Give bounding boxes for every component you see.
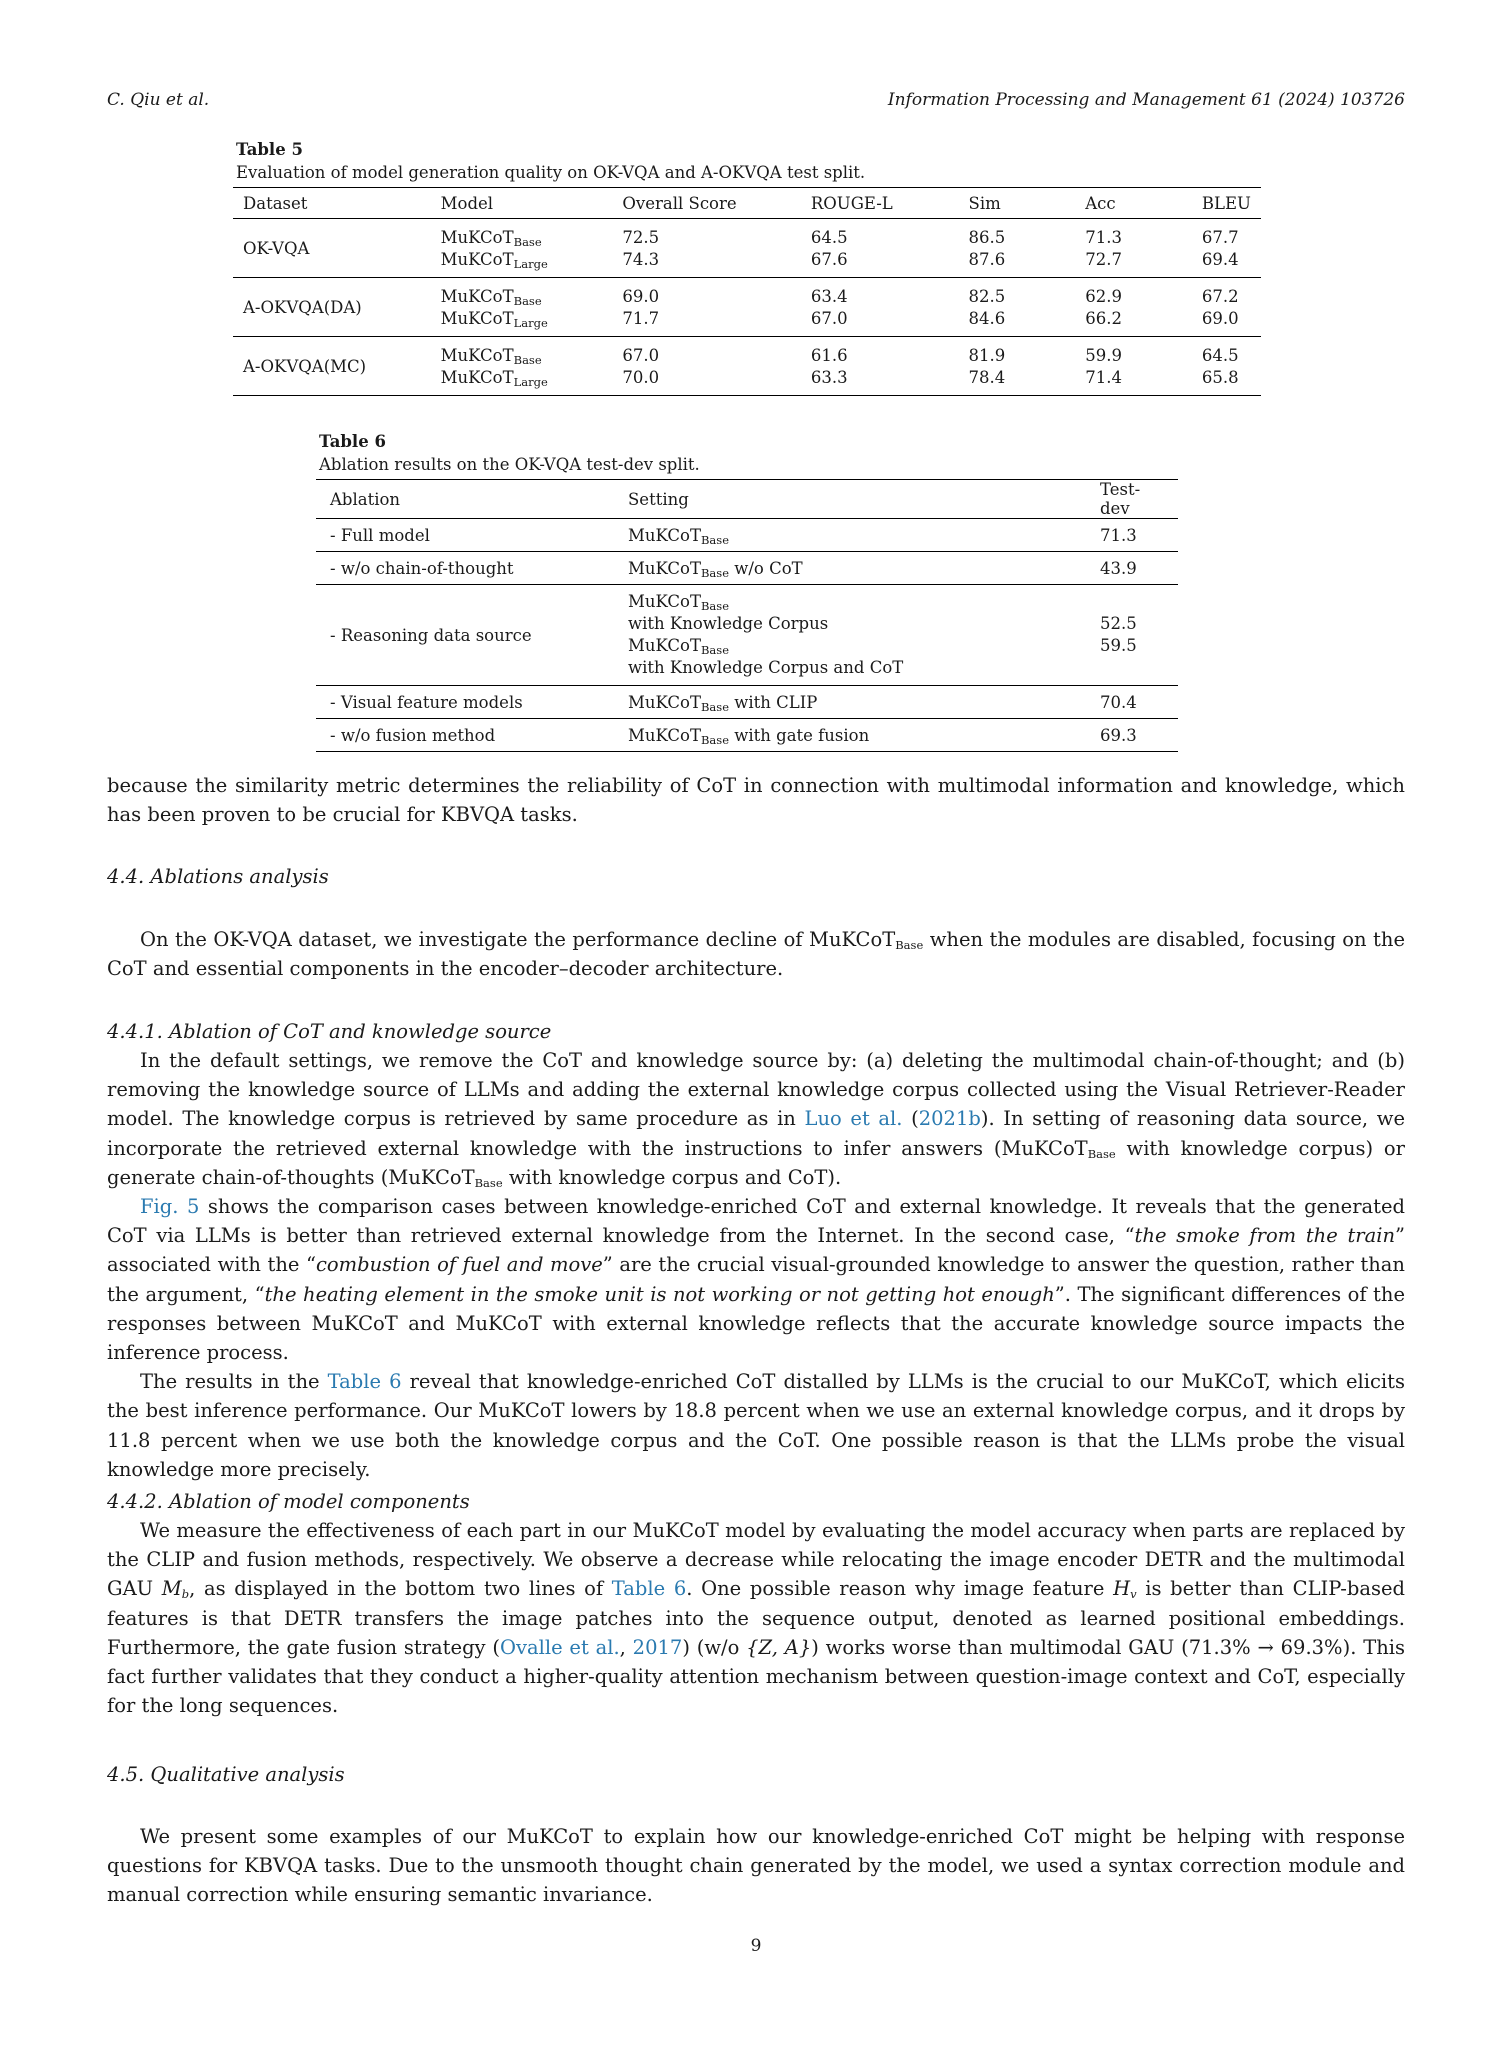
table-5-col-sim: Sim [959,188,1076,219]
table-6-value-cell: 70.4 [1086,686,1178,719]
table-6-label: Table 6 [319,432,386,451]
table-5-value-cell: 81.9 78.4 [959,337,1076,396]
model-name: MuKCoT$_{Base}$ [628,525,729,547]
table-5-label: Table 5 [236,140,303,159]
running-head-authors: C. Qiu et al. [107,90,210,110]
section-4-4-1-body [107,1046,1405,1484]
table-6-value-cell: 69.3 [1086,719,1178,752]
table-5-value-cell: 59.9 71.4 [1075,337,1192,396]
section-4-5-heading: 4.5. Qualitative analysis [107,1763,345,1786]
section-4-4-2-body [107,1516,1405,1720]
table-5-col-dataset: Dataset [233,188,431,219]
table-5-header-row [233,188,1261,219]
section-4-5-body: We present some examples of our MuKCoT to explain how our knowledge-enriched CoT might be helping with response questions for KBVQA tasks. Due to the unsmooth thought chain generated by the model, we used a syntax correction module and manual correction while ensuring semantic invariance. [107,1825,1405,1907]
table-6-col-setting: Setting [614,480,1086,519]
paragraph-intro: because the similarity metric determines the reliability of CoT in connection with multimodal information and knowledge, which has been proven to be crucial for KBVQA tasks. [107,774,1405,827]
table-5-value-cell: 69.0 71.7 [612,278,800,337]
table-row [316,552,1178,585]
table-6-setting-cell: MuKCoT$_{Base}$ with Knowledge Corpus MuKCoT$_{Base}$ with Knowledge Corpus and CoT [614,585,1086,686]
table-6-header-row [316,480,1178,519]
table-5-value-cell: 67.7 69.4 [1201,228,1239,269]
table-6-caption: Ablation results on the OK-VQA test-dev split. [319,455,700,474]
table-5-value-cell: 61.6 63.3 [801,337,959,396]
model-name: MuKCoT$_{Base}$ [440,346,542,367]
table-5-value-cell: 67.0 70.0 [612,337,800,396]
model-name: MuKCoT$_{Base}$ [628,558,729,580]
table-5-col-bleu: BLEU [1192,188,1261,219]
table-5-value-cell: 63.4 67.0 [801,278,959,337]
table-6-link-2[interactable]: Table 6 [611,1577,687,1601]
model-name: MuKCoT$_{Large}$ [440,250,548,271]
table-6-value-cell: 43.9 [1086,552,1178,585]
table-5-model-cell [431,337,613,396]
paragraph-4-4-2: We measure the effectiveness of each part in our MuKCoT model by evaluating the model accuracy when parts are replaced by the CLIP and fusion methods, respectively. We observe a decrease while relocating the image encoder DETR and the multimodal GAU $M_b$, as displayed in the bottom two lines of Table 6. One possible reason why image feature $H_v$ is better than CLIP-based features is that DETR transfers the image patches into the sequence output, denoted as learned positional embeddings. Furthermore, the gate fusion strategy (Ovalle et al., 2017) (w/o {Z, A}) works worse than multimodal GAU (71.3% → 69.3%). This fact further validates that they conduct a higher-quality attention mechanism between question-image context and CoT, especially for the long sequences. [107,1519,1406,1718]
table-row [316,686,1178,719]
table-5-value-cell: 62.9 66.2 [1075,278,1192,337]
table-row [316,585,1178,686]
paragraph-4-4: On the OK-VQA dataset, we investigate the performance decline of MuKCoT$_{Base}$ when the modules are disabled, focusing on the CoT and essential components in the encoder–decoder architecture. [107,928,1405,981]
table-6-col-ablation: Ablation [316,480,614,519]
section-4-4-heading: 4.4. Ablations analysis [107,865,329,888]
table-6-ablation-cell: - w/o fusion method [316,719,614,752]
table-5-value-cell: 72.5 74.3 [622,228,660,269]
model-name: MuKCoT$_{Base}$ [440,228,542,249]
table-6-link[interactable]: Table 6 [327,1370,402,1394]
section-4-4-2-heading: 4.4.2. Ablation of model components [107,1490,470,1513]
table-6-col-testdev: Test-dev [1086,480,1178,519]
table-5-value-cell: 67.2 69.0 [1192,278,1261,337]
table-5-value-cell: 82.5 84.6 [959,278,1076,337]
table-5-col-rouge: ROUGE-L [801,188,959,219]
table-6-block [316,432,1178,752]
model-name: MuKCoT$_{Base}$ [440,287,542,308]
table-5-model-cell [431,219,613,278]
table-6-setting-cell: MuKCoT$_{Base}$ w/o CoT [614,552,1086,585]
table-5-dataset-cell: A-OKVQA(MC) [233,337,431,396]
section-4-4-1-heading: 4.4.1. Ablation of CoT and knowledge source [107,1020,552,1043]
table-6-setting-cell [614,519,1086,552]
page-number: 9 [750,1936,762,1956]
table-row [233,278,1261,337]
table-5-model-cell [431,278,613,337]
table-5 [233,187,1261,396]
table-6-setting-cell: MuKCoT$_{Base}$ with CLIP [614,686,1086,719]
table-6-ablation-cell: - Full model [330,525,430,545]
table-row [233,219,1261,278]
paragraph-4-4-1-a: In the default settings, we remove the CoT and knowledge source by: (a) deleting the multimodal chain-of-thought; and (b) removing the knowledge source of LLMs and adding the external knowledge corpus collected using the Visual Retriever-Reader model. The knowledge corpus is retrieved by same procedure as in Luo et al. (2021b). In setting of reasoning data source, we incorporate the retrieved external knowledge with the instructions to infer answers (MuKCoT$_{Base}$ with knowledge corpus) or generate chain-of-thoughts (MuKCoT$_{Base}$ with knowledge corpus and CoT). [107,1049,1405,1190]
table-5-value-cell: 64.5 65.8 [1192,337,1261,396]
model-name: MuKCoT$_{Base}$ [628,636,729,657]
citation-luo-link[interactable]: Luo et al. [804,1107,903,1131]
table-6-value-cell: 71.3 [1100,525,1137,545]
table-row [233,337,1261,396]
table-5-col-model: Model [431,188,613,219]
table-row [316,519,1178,552]
fig-5-link[interactable]: Fig. 5 [140,1195,200,1219]
table-6-setting-cell: MuKCoT$_{Base}$ with gate fusion [614,719,1086,752]
model-name: MuKCoT$_{Large}$ [440,368,548,389]
running-head-journal: Information Processing and Management 61 (2024) 103726 [887,90,1405,110]
paragraph-4-4-1-c: The results in the Table 6 reveal that knowledge-enriched CoT distalled by LLMs is the crucial to our MuKCoT, which elicits the best inference performance. Our MuKCoT lowers by 18.8 percent when we use an external knowledge corpus, and it drops by 11.8 percent when we use both the knowledge corpus and the CoT. One possible reason is that the LLMs probe the visual knowledge more precisely. [107,1370,1406,1481]
table-5-col-acc: Acc [1075,188,1192,219]
citation-2017-link[interactable]: 2017 [632,1635,683,1659]
table-row [316,719,1178,752]
table-5-value-cell: 86.5 87.6 [968,228,1006,269]
table-6-ablation-cell: - w/o chain-of-thought [316,552,614,585]
model-name: MuKCoT$_{Base}$ [628,592,729,613]
table-6-ablation-cell: - Reasoning data source [316,585,614,686]
table-5-value-cell: 64.5 67.6 [810,228,848,269]
citation-ovalle-link[interactable]: Ovalle et al. [499,1635,620,1659]
model-name: MuKCoT$_{Large}$ [440,309,548,330]
paragraph-4-4-1-b: Fig. 5 shows the comparison cases between knowledge-enriched CoT and external knowledge. It reveals that the generated CoT via LLMs is better than retrieved external knowledge from the Internet. In the second case, “the smoke from the train” associated with the “combustion of fuel and move” are the crucial visual-grounded knowledge to answer the question, rather than the argument, “the heating element in the smoke unit is not working or not getting hot enough”. The significant differences of the responses between MuKCoT and MuKCoT with external knowledge reflects that the accurate knowledge source impacts the inference process. [107,1195,1406,1365]
table-5-block [233,140,1261,396]
table-5-dataset-cell: A-OKVQA(DA) [233,278,431,337]
model-name: MuKCoT$_{Base}$ [628,725,729,747]
table-5-caption: Evaluation of model generation quality on OK-VQA and A-OKVQA test split. [236,163,866,182]
table-5-col-overall: Overall Score [612,188,800,219]
table-6 [316,479,1178,752]
table-6-ablation-cell: - Visual feature models [316,686,614,719]
table-6-value-cell: 52.5 59.5 [1086,585,1178,686]
table-5-dataset-cell: OK-VQA [243,238,310,258]
table-5-value-cell: 71.3 72.7 [1085,228,1122,269]
model-name: MuKCoT$_{Base}$ [628,692,729,714]
citation-2021b-link[interactable]: 2021b [918,1107,981,1131]
